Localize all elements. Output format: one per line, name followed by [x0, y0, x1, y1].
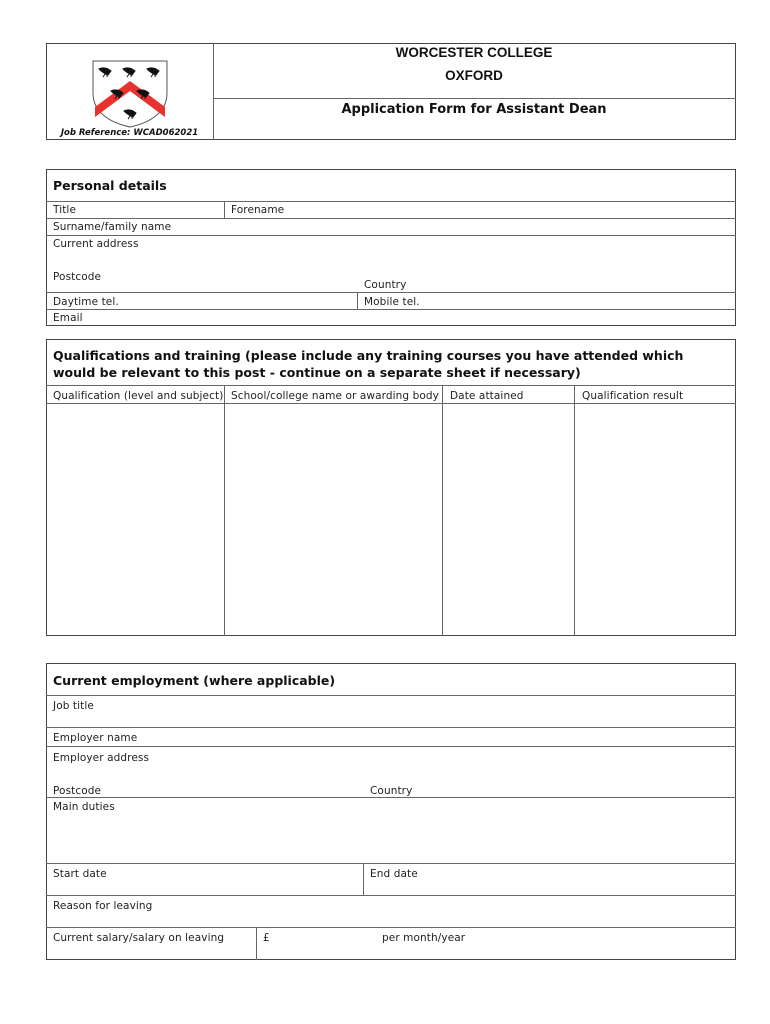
rule — [46, 727, 736, 728]
rule — [46, 292, 736, 293]
title-field[interactable]: Title — [53, 204, 77, 216]
rule — [46, 695, 736, 696]
forename-field[interactable]: Forename — [231, 204, 285, 216]
personal-details-heading: Personal details — [53, 178, 167, 193]
rule — [46, 201, 736, 202]
daytime-tel-field[interactable]: Daytime tel. — [53, 296, 119, 308]
qualifications-heading: Qualifications and training (please include any training courses you have attended which would be relevant to this post - continue on a separate sheet if necessary) — [53, 348, 684, 380]
college-city: OXFORD — [445, 68, 503, 83]
rule — [46, 385, 736, 386]
rule — [46, 235, 736, 236]
college-crest-icon — [91, 59, 169, 128]
header-title-rule — [213, 98, 736, 99]
postcode-field[interactable]: Postcode — [53, 271, 102, 283]
rule — [256, 927, 257, 960]
date-attained-column-header: Date attained — [450, 390, 524, 402]
rule — [46, 309, 736, 310]
college-name: WORCESTER COLLEGE — [395, 45, 553, 60]
job-title-field[interactable]: Job title — [53, 700, 94, 712]
salary-label: Current salary/salary on leaving — [53, 932, 225, 944]
employment-heading: Current employment (where applicable) — [53, 673, 336, 688]
reason-for-leaving-field[interactable]: Reason for leaving — [53, 900, 153, 912]
employer-name-field[interactable]: Employer name — [53, 732, 138, 744]
salary-currency-symbol: £ — [263, 932, 270, 944]
school-cell[interactable] — [225, 404, 441, 635]
surname-field[interactable]: Surname/family name — [53, 221, 172, 233]
rule — [46, 895, 736, 896]
country-field[interactable]: Country — [364, 279, 407, 291]
employment-section — [46, 663, 736, 960]
job-reference: Job Reference: WCAD062021 — [60, 128, 199, 138]
employer-country-field[interactable]: Country — [370, 785, 413, 797]
rule — [357, 292, 358, 309]
salary-input[interactable] — [275, 928, 375, 958]
qualification-result-cell[interactable] — [575, 404, 735, 635]
email-field[interactable]: Email — [53, 312, 83, 324]
end-date-field[interactable]: End date — [370, 868, 418, 880]
employer-address-field[interactable]: Employer address — [53, 752, 150, 764]
qualification-column-header: Qualification (level and subject) — [53, 390, 224, 402]
qualification-cell[interactable] — [47, 404, 223, 635]
qualification-result-column-header: Qualification result — [582, 390, 684, 402]
salary-period-label: per month/year — [382, 932, 466, 944]
main-duties-field[interactable]: Main duties — [53, 801, 115, 813]
form-title: Application Form for Assistant Dean — [341, 102, 607, 117]
rule — [46, 863, 736, 864]
mobile-tel-field[interactable]: Mobile tel. — [364, 296, 420, 308]
date-attained-cell[interactable] — [443, 404, 573, 635]
rule — [46, 797, 736, 798]
rule — [46, 218, 736, 219]
rule — [46, 746, 736, 747]
rule — [224, 201, 225, 218]
rule — [363, 863, 364, 895]
rule — [46, 927, 736, 928]
school-column-header: School/college name or awarding body — [231, 390, 439, 402]
employer-postcode-field[interactable]: Postcode — [53, 785, 102, 797]
start-date-field[interactable]: Start date — [53, 868, 107, 880]
current-address-field[interactable]: Current address — [53, 238, 139, 250]
